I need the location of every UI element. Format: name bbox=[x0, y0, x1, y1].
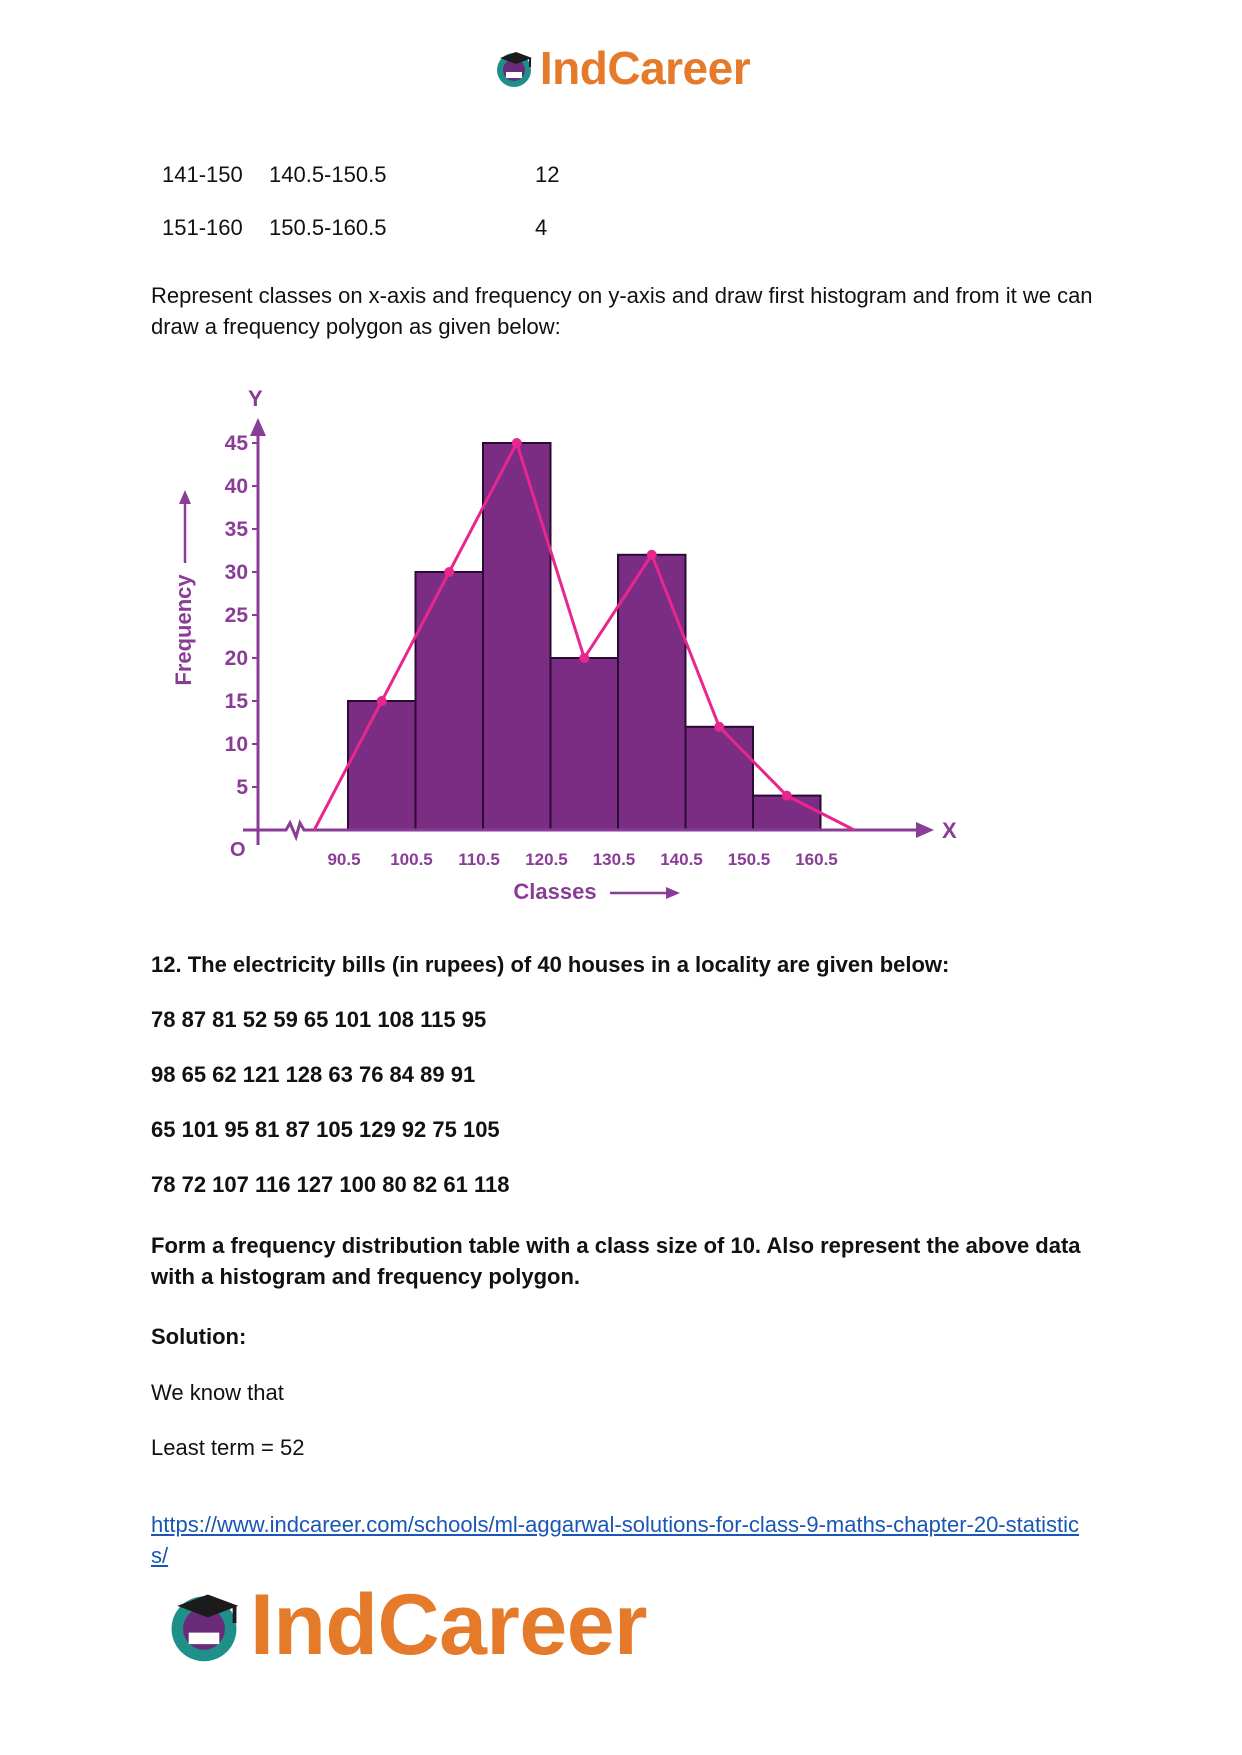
x-tick-label-150-5: 150.5 bbox=[727, 850, 771, 869]
header-logo bbox=[0, 40, 1242, 96]
table-row-2-frequency: 4 bbox=[535, 215, 548, 240]
histogram-bar-3 bbox=[483, 443, 551, 830]
histogram-bar-4 bbox=[551, 658, 619, 830]
brand-name: IndCareer bbox=[539, 42, 751, 94]
y-axis-arrow bbox=[250, 418, 266, 436]
footer-logo bbox=[162, 1576, 647, 1673]
histogram-chart bbox=[160, 380, 960, 910]
x-tick-label-110-5: 110.5 bbox=[458, 850, 500, 869]
footer-brand-name: IndCareer bbox=[250, 1576, 647, 1673]
y-tick-label-45: 45 bbox=[224, 432, 248, 455]
y-tick-label-15: 15 bbox=[224, 690, 248, 713]
y-tick-label-30: 30 bbox=[224, 561, 248, 584]
y-tick-label-40: 40 bbox=[224, 475, 248, 498]
y-tick-label-5: 5 bbox=[236, 776, 248, 799]
histogram-bar-5 bbox=[618, 555, 686, 830]
y-tick-label-20: 20 bbox=[224, 647, 248, 670]
y-tick-label-35: 35 bbox=[224, 518, 248, 541]
origin-label: O bbox=[230, 839, 246, 861]
histogram-bar-1 bbox=[348, 701, 416, 830]
x-tick-label-130-5: 130.5 bbox=[592, 850, 636, 869]
solution-line-2: Least term = 52 bbox=[151, 1435, 305, 1460]
polygon-point-4 bbox=[512, 438, 522, 448]
question-title: 12. The electricity bills (in rupees) of 40 houses in a locality are given below: bbox=[151, 952, 950, 977]
y-axis-letter: Y bbox=[248, 386, 263, 411]
y-tick-label-25: 25 bbox=[224, 604, 248, 627]
polygon-point-7 bbox=[714, 722, 724, 732]
histogram-bar-2 bbox=[416, 572, 484, 830]
data-line-1: 78 87 81 52 59 65 101 108 115 95 bbox=[151, 1007, 487, 1032]
polygon-point-8 bbox=[782, 791, 792, 801]
table-row-1-boundaries: 140.5-150.5 bbox=[269, 162, 387, 187]
data-line-2: 98 65 62 121 128 63 76 84 89 91 bbox=[151, 1062, 476, 1087]
x-tick-label-140-5: 140.5 bbox=[660, 850, 703, 869]
table-row-2-class-limits: 151-160 bbox=[162, 215, 243, 240]
x-tick-label-160-5: 160.5 bbox=[795, 850, 838, 869]
x-tick-label-100-5: 100.5 bbox=[390, 850, 433, 869]
histogram-bar-6 bbox=[686, 727, 754, 830]
polygon-point-5 bbox=[579, 653, 589, 663]
table-row-2-boundaries: 150.5-160.5 bbox=[269, 215, 387, 240]
y-axis-title-arrow-head bbox=[179, 490, 191, 504]
x-tick-label-120-5: 120.5 bbox=[525, 850, 568, 869]
x-axis-arrow bbox=[916, 822, 934, 838]
y-axis-title: Frequency bbox=[171, 574, 196, 686]
y-tick-label-10: 10 bbox=[224, 733, 248, 756]
polygon-point-6 bbox=[647, 550, 657, 560]
intro-paragraph: Represent classes on x-axis and frequency on y-axis and draw first histogram and from it we can draw a frequency polygon as given below: bbox=[151, 283, 1093, 339]
source-link[interactable]: https://www.indcareer.com/schools/ml-aggarwal-solutions-for-class-9-maths-chapter-20-statistics/ bbox=[151, 1512, 1079, 1568]
solution-line-1: We know that bbox=[151, 1380, 284, 1405]
graduation-globe-icon bbox=[162, 1583, 246, 1667]
x-axis-letter: X bbox=[942, 818, 957, 843]
solution-heading: Solution: bbox=[151, 1324, 247, 1349]
graduation-globe-icon bbox=[492, 46, 536, 90]
polygon-point-2 bbox=[377, 696, 387, 706]
question-instruction: Form a frequency distribution table with a class size of 10. Also represent the above data with a histogram and frequency polygon. bbox=[151, 1233, 1081, 1289]
histogram-bar-7 bbox=[753, 796, 821, 830]
x-tick-label-90-5: 90.5 bbox=[327, 850, 361, 869]
polygon-point-3 bbox=[444, 567, 454, 577]
data-line-4: 78 72 107 116 127 100 80 82 61 118 bbox=[151, 1172, 510, 1197]
table-row-1-class-limits: 141-150 bbox=[162, 162, 243, 187]
x-axis-title: Classes bbox=[513, 879, 597, 904]
x-axis-title-arrow-head bbox=[666, 887, 680, 899]
data-line-3: 65 101 95 81 87 105 129 92 75 105 bbox=[151, 1117, 500, 1142]
table-row-1-frequency: 12 bbox=[535, 162, 560, 187]
